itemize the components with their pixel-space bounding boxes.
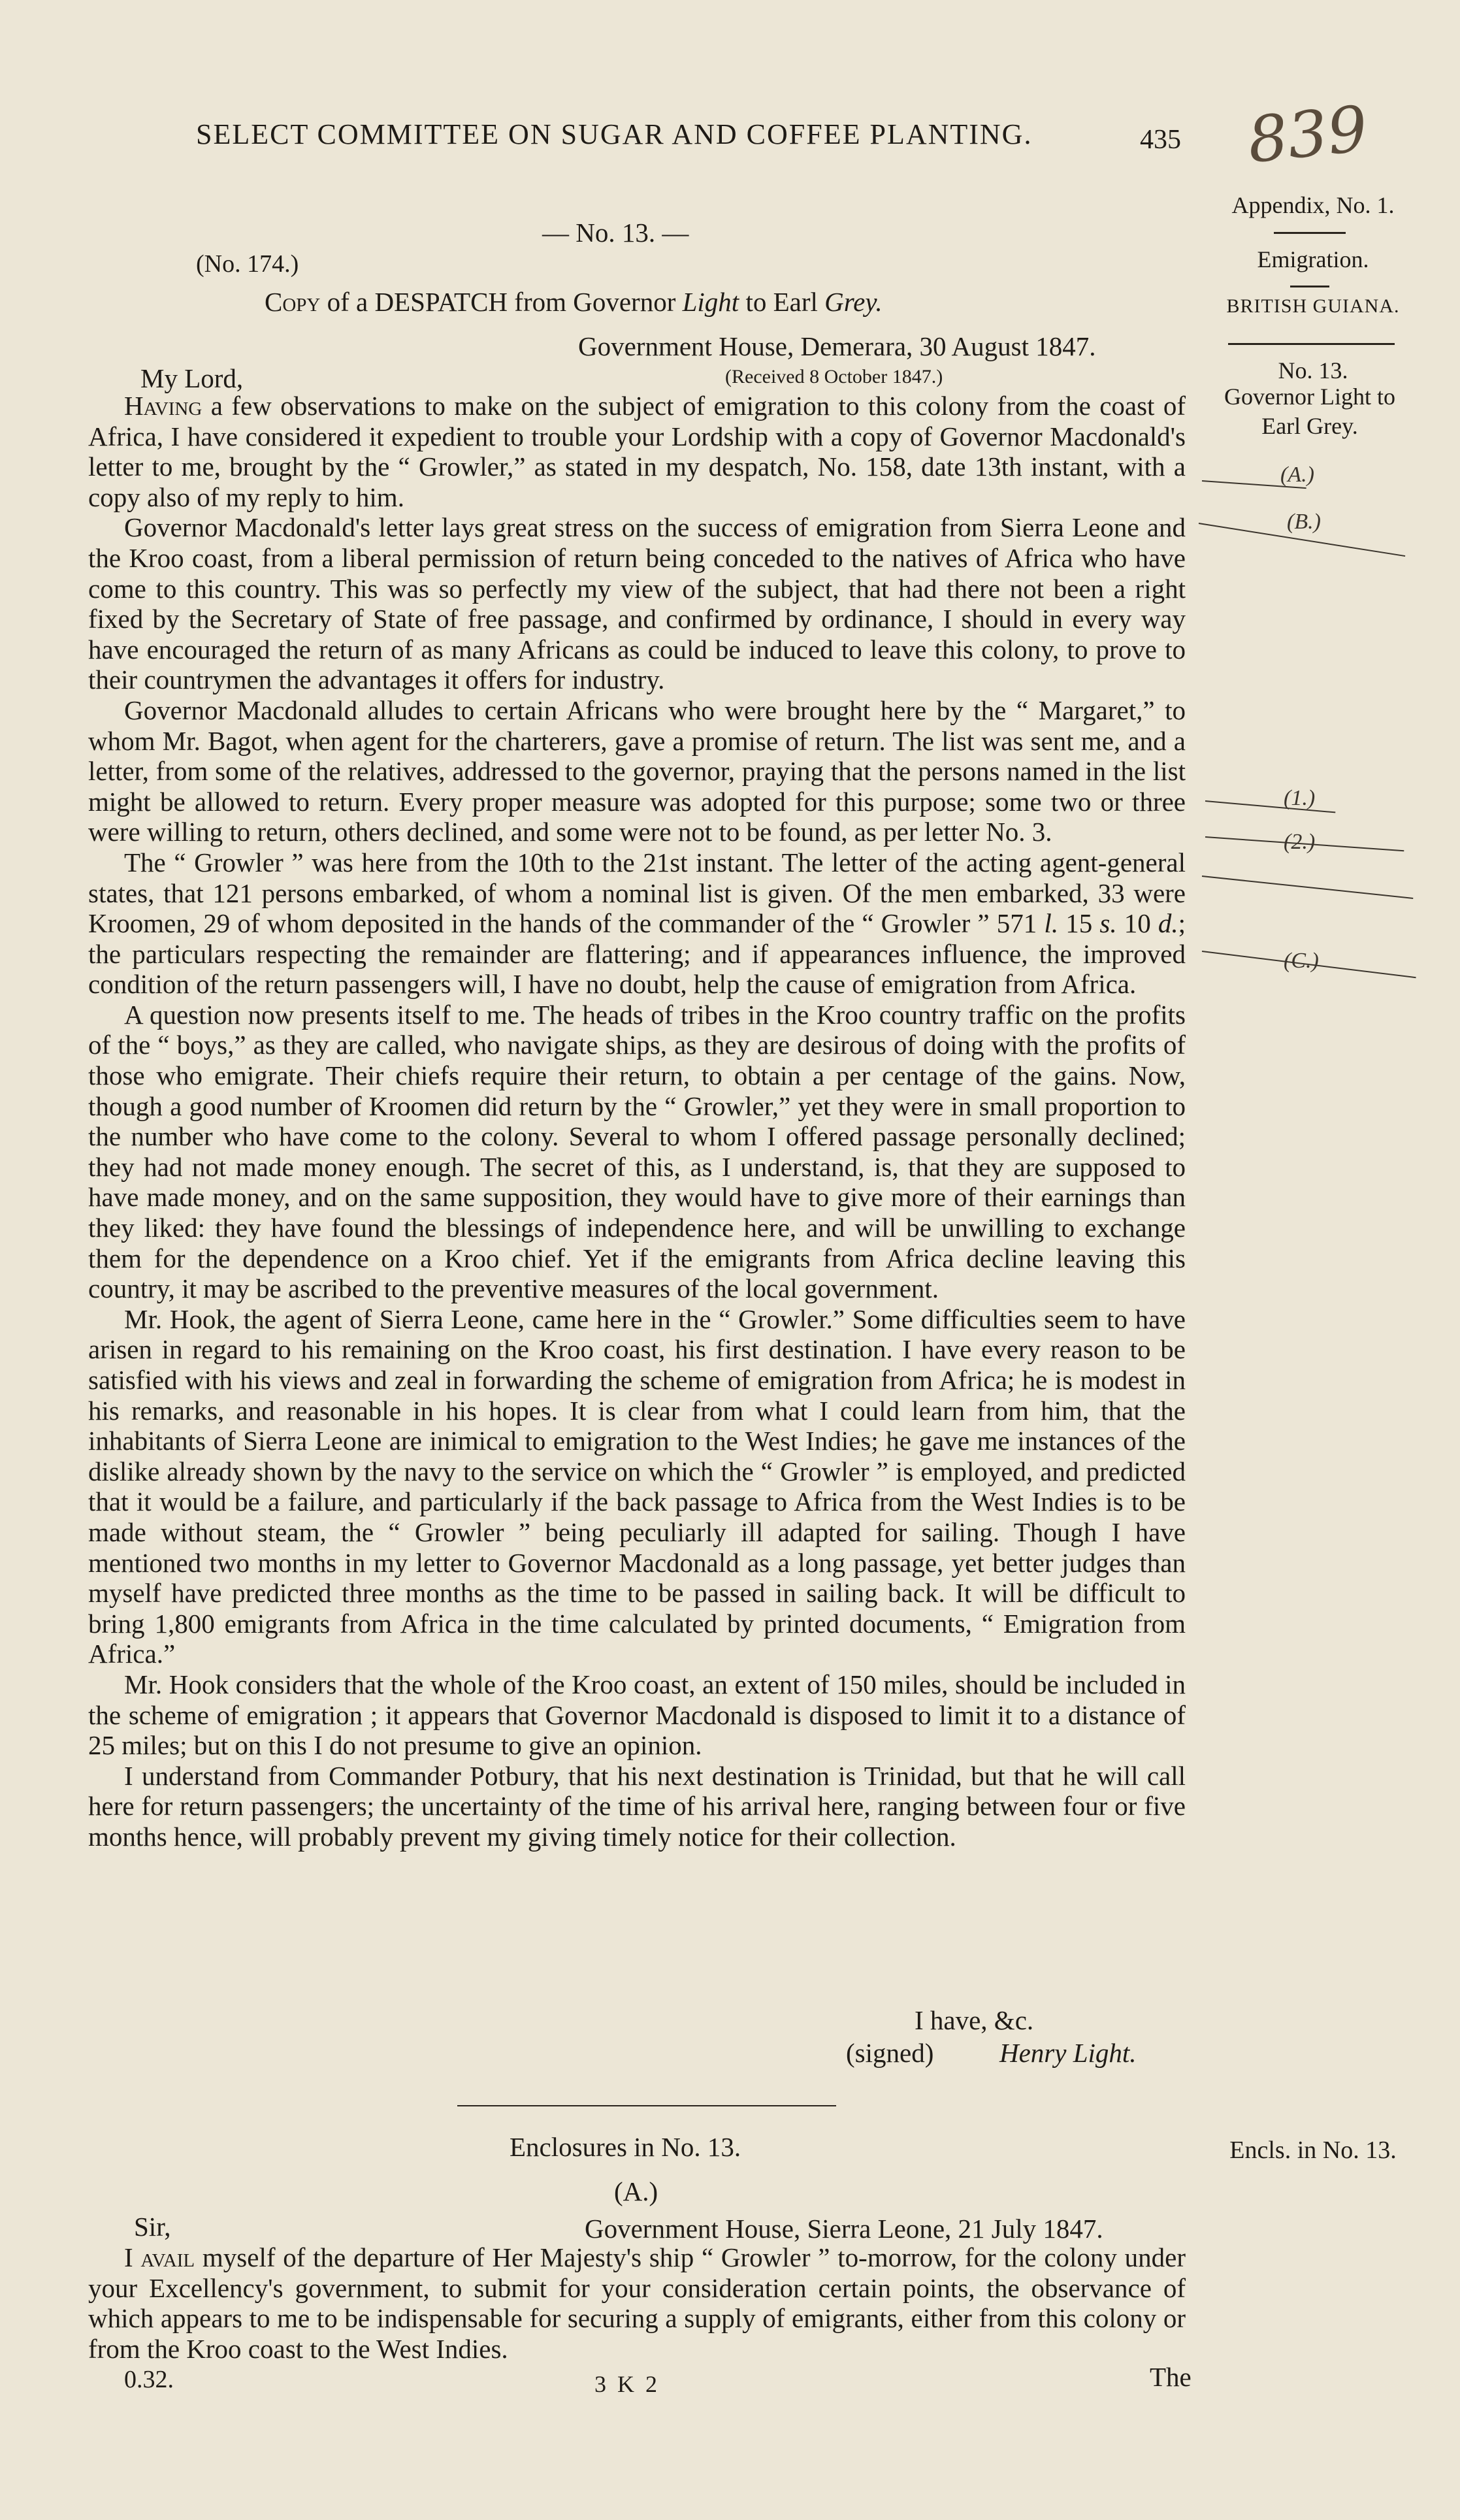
paragraph xyxy=(88,391,1186,512)
paragraph-text: 15 xyxy=(1065,908,1093,939)
paragraph-text: a few observations to make on the subject of emigration to this colony from the coast of Africa, I have considered it expedient to trouble your Lordship with a copy of Governor Macdonald's letter to me, brought by the “ Growler,” as stated in my despatch, No. 158, date 13th instant, with a copy also of my reply to him. xyxy=(88,391,1186,512)
title-to: to Earl xyxy=(745,287,818,317)
margin-emigration: Emigration. xyxy=(1257,246,1369,272)
pencil-label-c: (C.) xyxy=(1284,949,1319,973)
despatch-title xyxy=(265,286,883,318)
enclosure-salutation: Sir, xyxy=(134,2212,171,2242)
enclosure-label: (A.) xyxy=(614,2176,658,2206)
paragraph xyxy=(88,2242,1186,2364)
enclosure-address: Government House, Sierra Leone, 21 July 1847. xyxy=(585,2214,1103,2244)
enclosures-heading: Enclosures in No. 13. xyxy=(510,2132,741,2162)
margin-rule xyxy=(1290,286,1329,287)
despatch-body xyxy=(88,391,1186,1852)
section-divider xyxy=(457,2105,836,2106)
despatch-number: — No. 13. — xyxy=(542,218,689,248)
paragraph-lead: I avail xyxy=(124,2242,195,2272)
margin-rule xyxy=(1228,343,1395,345)
signer-name: Henry Light. xyxy=(999,2038,1137,2068)
margin-enclosures: Encls. in No. 13. xyxy=(1229,2136,1397,2164)
margin-rule xyxy=(1274,232,1346,234)
paragraph: Governor Macdonald alludes to certain Africans who were brought here by the “ Margaret,” to whom Mr. Bagot, when agent for the charterers, gave a promise of return. The list was sent me, and a letter, from some of the relatives, addressed to the governor, praying that the persons named in the list might be allowed to return. Every proper measure was adopted for this purpose; some two or three were willing to return, others declined, and some were not to be found, as per letter No. 3. xyxy=(88,695,1186,847)
paragraph-text: myself of the departure of Her Majesty's ship “ Growler ” to-morrow, for the colony under your Excellency's government, to submit for your consideration certain points, the observance of which appears to me to be indispensable for securing a supply of emigrants, either from this colony or from the Kroo coast to the West Indies. xyxy=(88,2242,1186,2364)
paragraph-text: The “ Growler ” was here from the 10th to the 21st instant. The letter of the acting agent-general states, that 121 persons embarked, of whom a nominal list is given. Of the men embarked, 33 were Kroomen, 29 of whom deposited in the hands of the commander of the “ Growler ” 571 xyxy=(88,847,1186,939)
title-name-light: Light xyxy=(682,287,739,317)
paragraph: A question now presents itself to me. The heads of tribes in the Kroo country traffic on the profits of the “ boys,” as they are called, who navigate ships, as they are desirous of doing with the profits of those who emigrate. Their chiefs require their return, to obtain a per centage of the gains. Now, though a good number of Kroomen did return by the “ Growler,” yet they were in small proportion to the number who have come to the colony. Several to whom I offered passage personally declined; they had not made money enough. The secret of this, as I understand, is, that they are supposed to have made money, and on the same supposition, they would have to give more of their earnings than they liked: they have found the blessings of independence here, and will be unwilling to exchange them for the dependence on a Kroo chief. Yet if the emigrants from Africa decline leaving this country, it may be ascribed to the preventive measures of the local government. xyxy=(88,999,1186,1304)
pencil-label-a: (A.) xyxy=(1280,463,1314,487)
signed-label: (signed) xyxy=(846,2038,934,2068)
despatch-received: (Received 8 October 1847.) xyxy=(725,366,943,387)
paragraph: I understand from Commander Potbury, that his next destination is Trinidad, but that he will call here for return passengers; the uncertainty of the time of his arrival here, ranging between four or five months hence, will probably prevent my giving timely notice for their collection. xyxy=(88,1760,1186,1852)
pencil-label-2: (2.) xyxy=(1284,830,1316,854)
despatch-salutation: My Lord, xyxy=(140,363,244,393)
pence-symbol: d. xyxy=(1158,908,1178,939)
paragraph: Governor Macdonald's letter lays great stress on the success of emigration from Sierra Leone and the Kroo coast, from a liberal permission of return being conceded to the natives of Africa who have come to this country. This was so perfectly my view of the subject, that had there not been a right fixed by the Secretary of State of free passage, and confirmed by ordinance, I should in every way have encouraged the return of as many Africans as could be induced to leave this colony, to prove to their countrymen the advantages it offers for industry. xyxy=(88,512,1186,695)
despatch-address: Government House, Demerara, 30 August 1847. xyxy=(578,331,1096,361)
margin-appendix: Appendix, No. 1. xyxy=(1231,192,1395,218)
running-head: SELECT COMMITTEE ON SUGAR AND COFFEE PLANTING. xyxy=(196,118,1033,150)
title-mid: of a DESPATCH from Governor xyxy=(327,287,676,317)
margin-colony: BRITISH GUIANA. xyxy=(1226,295,1400,317)
closing: I have, &c. xyxy=(915,2005,1034,2035)
paragraph-lead: Having xyxy=(124,391,203,421)
catchword: The xyxy=(1150,2362,1192,2392)
paragraph: Mr. Hook considers that the whole of the Kroo coast, an extent of 150 miles, should be included in the scheme of emigration ; it appears that Governor Macdonald is disposed to limit it to a distance of 25 miles; but on this I do not presume to give an opinion. xyxy=(88,1669,1186,1761)
paragraph-text: 10 xyxy=(1124,908,1151,939)
paragraph xyxy=(88,847,1186,1000)
title-name-grey: Grey. xyxy=(824,287,883,317)
despatch-ref-number: (No. 174.) xyxy=(196,250,299,278)
enclosure-body xyxy=(88,2242,1186,2364)
margin-governor: Governor Light to Earl Grey. xyxy=(1224,384,1395,439)
shillings-symbol: s. xyxy=(1099,908,1117,939)
page-number: 435 xyxy=(1140,125,1181,155)
pencil-mark xyxy=(1205,800,1335,813)
pencil-label-1: (1.) xyxy=(1284,786,1316,810)
footer-sheet-number: 0.32. xyxy=(124,2366,174,2393)
paragraph-text: ; the particulars respecting the remainder are flattering; and if appearances influence, the improved condition of the return passengers will, I have no doubt, help the cause of emigration from Africa. xyxy=(88,908,1186,1000)
pencil-label-b: (B.) xyxy=(1287,510,1321,534)
paragraph: Mr. Hook, the agent of Sierra Leone, came here in the “ Growler.” Some difficulties seem to have arisen in regard to his remaining on the Kroo coast, his first destination. I have every reason to be satisfied with his views and zeal in forwarding the scheme of emigration from Africa; he is modest in his remarks, and reasonable in his hopes. It is clear from what I could learn from him, that the inhabitants of Sierra Leone are inimical to emigration to the West Indies; he gave me instances of the dislike already shown by the navy to the service on which the “ Growler ” is employed, and predicted that it would be a failure, and particularly if the back passage to Africa from the West Indies is to be made without steam, the “ Growler ” being peculiarly ill adapted for sailing. Though I have mentioned two months in my letter to Governor Macdonald as a long passage, yet better judges than myself have predicted three months as the time to be passed in sailing back. It will be difficult to bring 1,800 emigrants from Africa in the time calculated by printed documents, “ Emigration from Africa.” xyxy=(88,1303,1186,1669)
pencil-mark xyxy=(1202,875,1413,899)
footer-signature-mark: 3 K 2 xyxy=(594,2371,660,2397)
margin-number: No. 13. xyxy=(1278,357,1348,384)
pounds-symbol: l. xyxy=(1044,908,1059,939)
title-copy: Copy xyxy=(265,287,321,317)
handwritten-folio-number: 839 xyxy=(1244,91,1371,178)
